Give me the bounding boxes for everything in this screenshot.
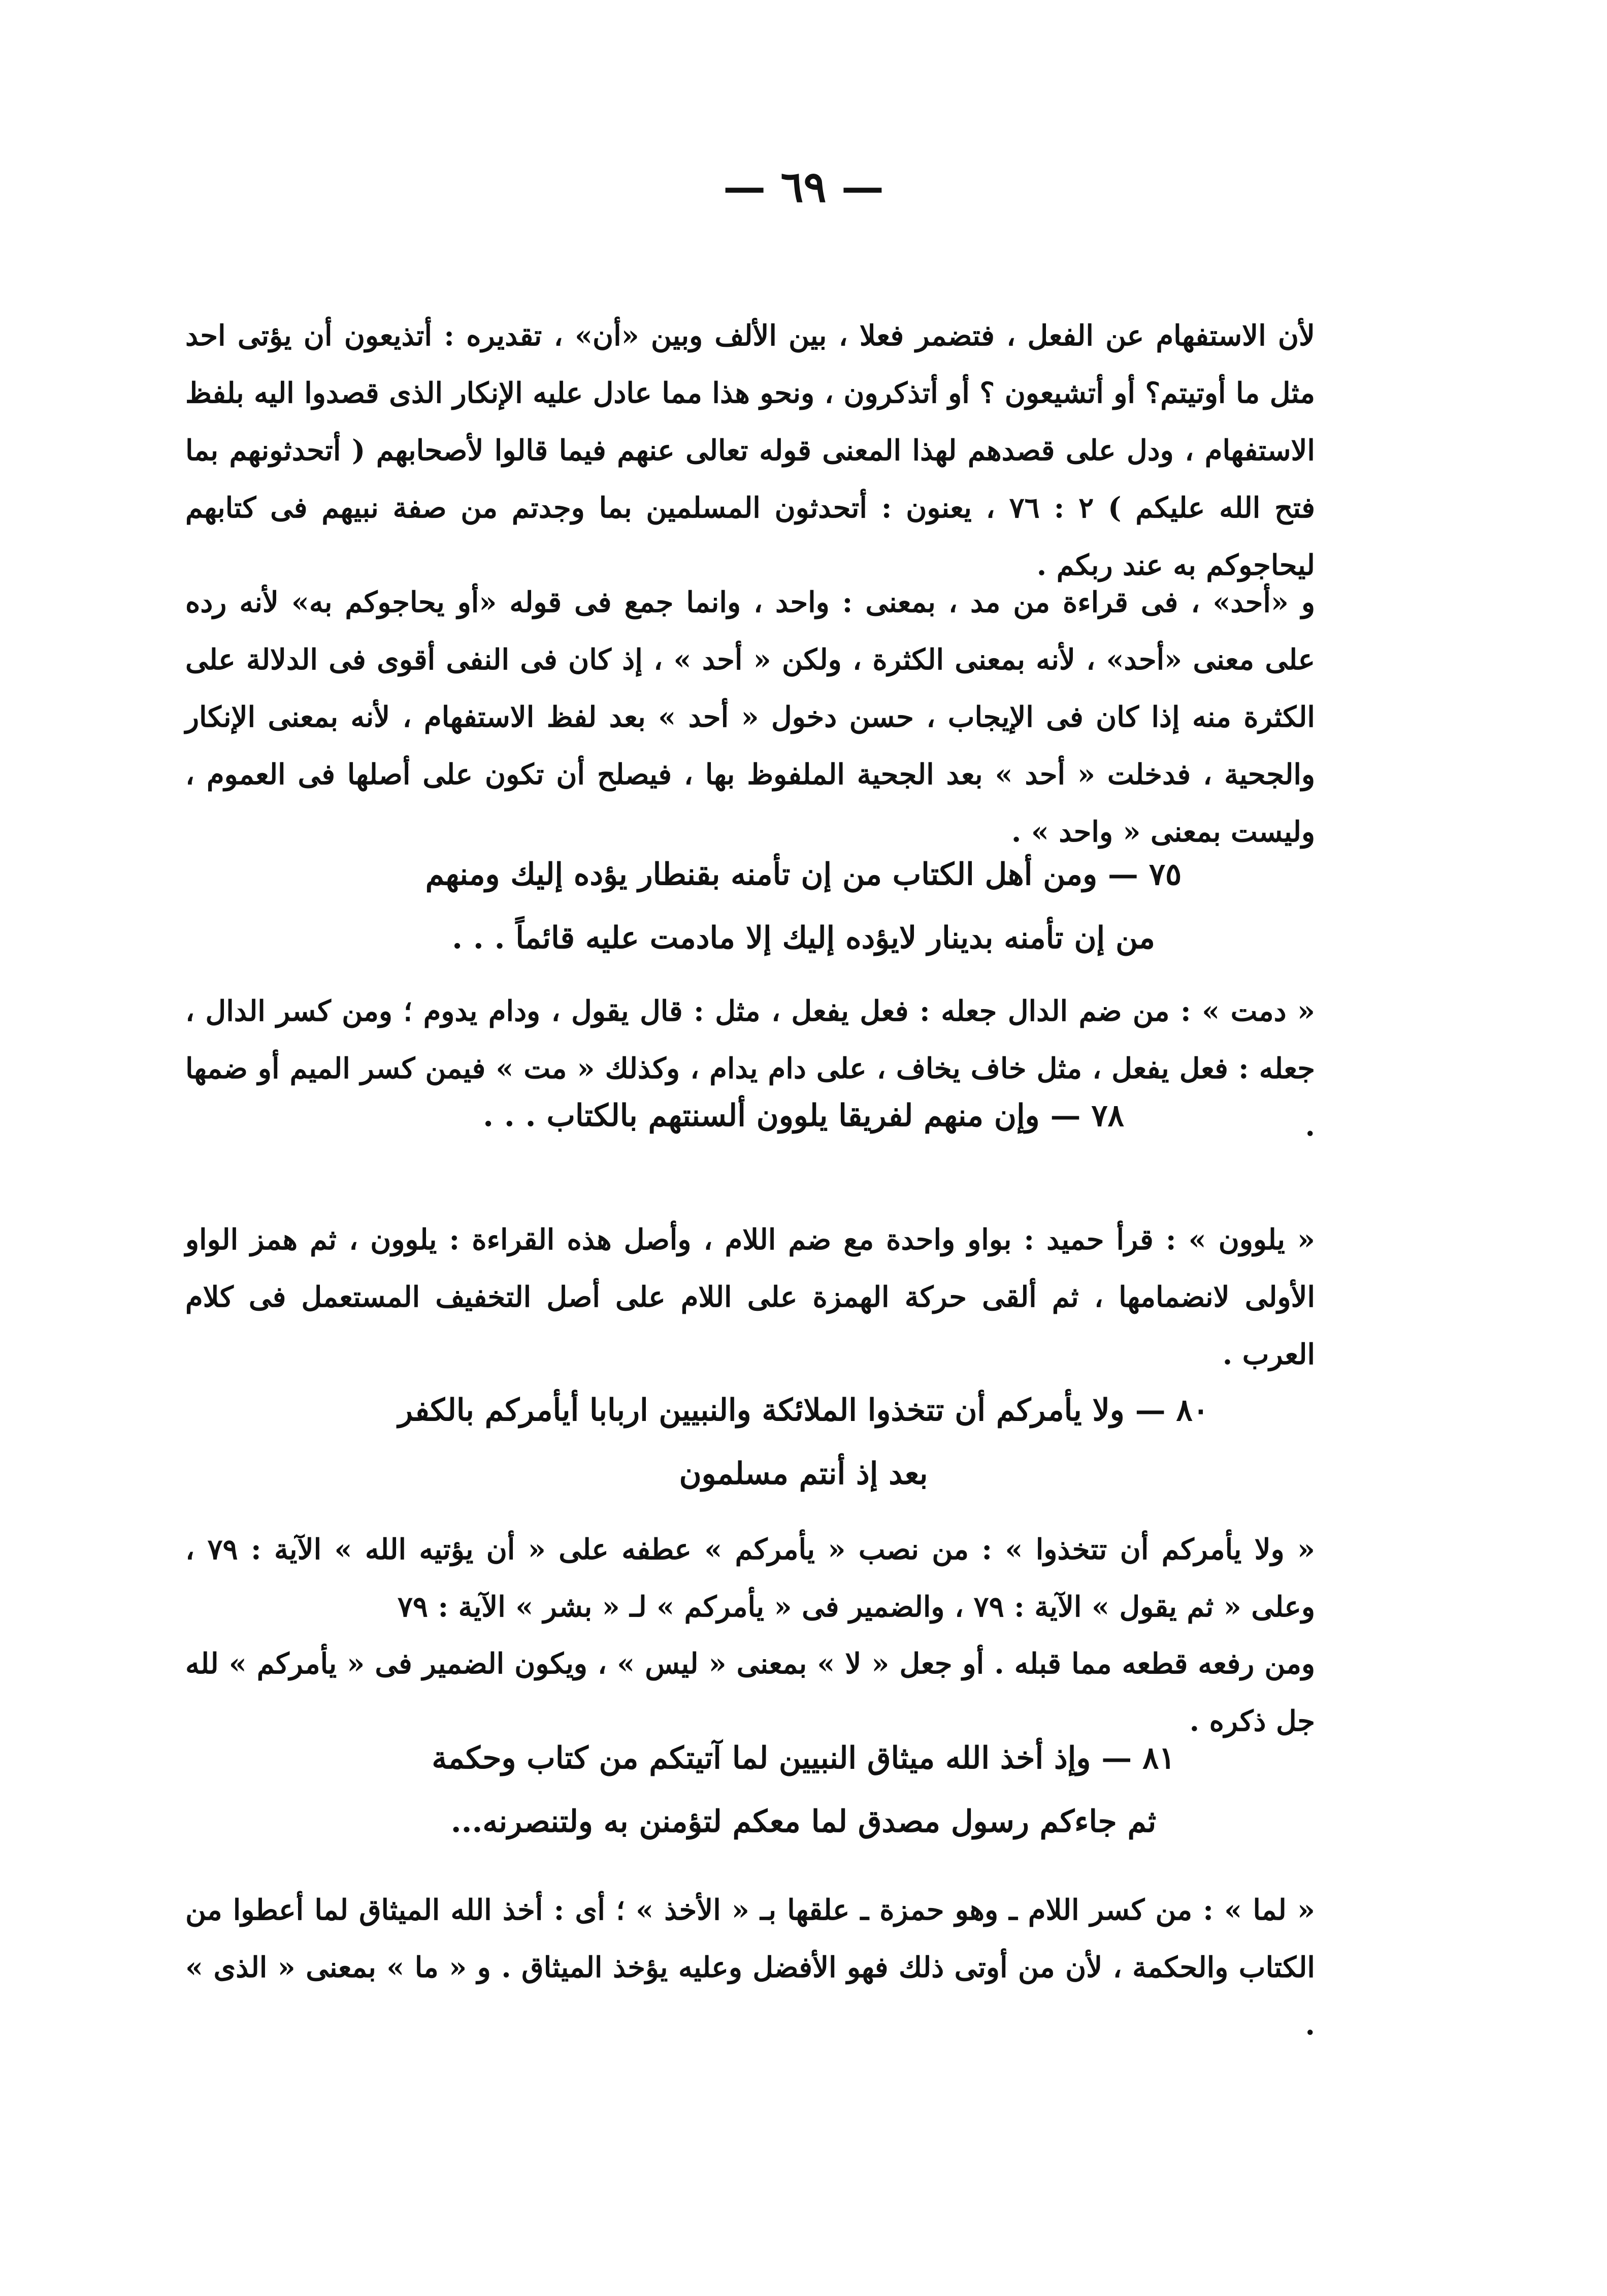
paragraph-text: « لما » : من كسر اللام ـ وهو حمزة ـ علقها بـ « الأخذ » ؛ أى : أخذ الله الميثاق لما أعطوا من الكتاب والحكمة ، لأن من أوتى ذلك فهو الأفضل وعليه يؤخذ الميثاق . و « ما » بمعنى « الذى » .	[185, 1893, 1315, 2042]
verse-line: ٧٥ — ومن أهل الكتاب من إن تأمنه بقنطار يؤده إليك ومنهم	[425, 857, 1182, 892]
verse-line: ٧٨ — وإن منهم لفريقا يلوون ألسنتهم بالكتاب . . .	[483, 1098, 1124, 1134]
verse-line: بعد إذ أنتم مسلمون	[679, 1456, 928, 1492]
page-number: — ٦٩ —	[723, 161, 884, 212]
paragraph-text: ومن رفعه قطعه مما قبله . أو جعل « لا » بمعنى « ليس » ، ويكون الضمير فى « يأمركم » لله جل ذكره .	[185, 1647, 1315, 1738]
paragraph-text: « دمت » : من ضم الدال جعله : فعل يفعل ، مثل : قال يقول ، ودام يدوم ؛ ومن كسر الدال ، جعله : فعل يفعل ، مثل خاف يخاف ، على دام يدام ، وكذلك « مت » فيمن كسر الميم أو ضمها .	[185, 994, 1315, 1143]
commentary-paragraph-1	[185, 307, 1315, 594]
quran-verse-78	[0, 1084, 1607, 1148]
quran-verse-81	[0, 1727, 1607, 1854]
verse-line: ٨٠ — ولا يأمركم أن تتخذوا الملائكة والنبيين اربابا أيأمركم بالكفر	[398, 1393, 1209, 1428]
verse-line: من إن تأمنه بدينار لايؤده إليك إلا مادمت عليه قائماً . . .	[452, 920, 1155, 956]
paragraph-text: « ولا يأمركم أن تتخذوا » : من نصب « يأمركم » عطفه على « أن يؤتيه الله » الآية : ٧٩ ، وعلى « ثم يقول » الآية : ٧٩ ، والضمير فى « يأمركم » لـ « بشر » الآية : ٧٩	[185, 1533, 1315, 1624]
verse-line: ثم جاءكم رسول مصدق لما معكم لتؤمنن به ولتنصرنه...	[450, 1804, 1157, 1839]
commentary-paragraph-5	[185, 1521, 1315, 1636]
quran-verse-75	[0, 843, 1607, 970]
paragraph-text: لأن الاستفهام عن الفعل ، فتضمر فعلا ، بين الألف وبين «أن» ، تقديره : أتذيعون أن يؤتى احد مثل ما أوتيتم؟ أو أتشيعون ؟ أو أتذكرون ، ونحو هذا مما عادل عليه الإنكار الذى قصدوا اليه بلفظ الاستفهام ، ودل على قصدهم لهذا المعنى قوله تعالى عنهم فيما قالوا لأصحابهم ( أتحدثونهم بما فتح الله عليكم ) ٢ : ٧٦ ، يعنون : أتحدثون المسلمين بما وجدتم من صفة نبيهم فى كتابهم ليحاجوكم به عند ربكم .	[185, 319, 1315, 582]
paragraph-text: « يلوون » : قرأ حميد : بواو واحدة مع ضم اللام ، وأصل هذه القراءة : يلوون ، ثم همز الواو الأولى لانضمامها ، ثم ألقى حركة الهمزة على اللام على أصل التخفيف المستعمل فى كلام العرب .	[185, 1223, 1316, 1371]
paragraph-text: و «أحد» ، فى قراءة من مد ، بمعنى : واحد ، وانما جمع فى قوله «أو يحاجوكم به» لأنه رده على معنى «أحد» ، لأنه بمعنى الكثرة ، ولكن « أحد » ، إذ كان فى النفى أقوى فى الدلالة على الكثرة منه إذا كان فى الإيجاب ، حسن دخول « أحد » بعد لفظ الاستفهام ، لأنه بمعنى الإنكار والجحية ، فدخلت « أحد » بعد الجحية الملفوظ بها ، فيصلح أن تكون على أصلها فى العموم ، وليست بمعنى « واحد » .	[185, 586, 1315, 849]
commentary-paragraph-7	[185, 1882, 1315, 2054]
verse-line: ٨١ — وإذ أخذ الله ميثاق النبيين لما آتيتكم من كتاب وحكمة	[432, 1740, 1175, 1776]
commentary-paragraph-2	[185, 574, 1315, 861]
quran-verse-80	[0, 1379, 1607, 1506]
commentary-paragraph-4	[185, 1211, 1315, 1383]
